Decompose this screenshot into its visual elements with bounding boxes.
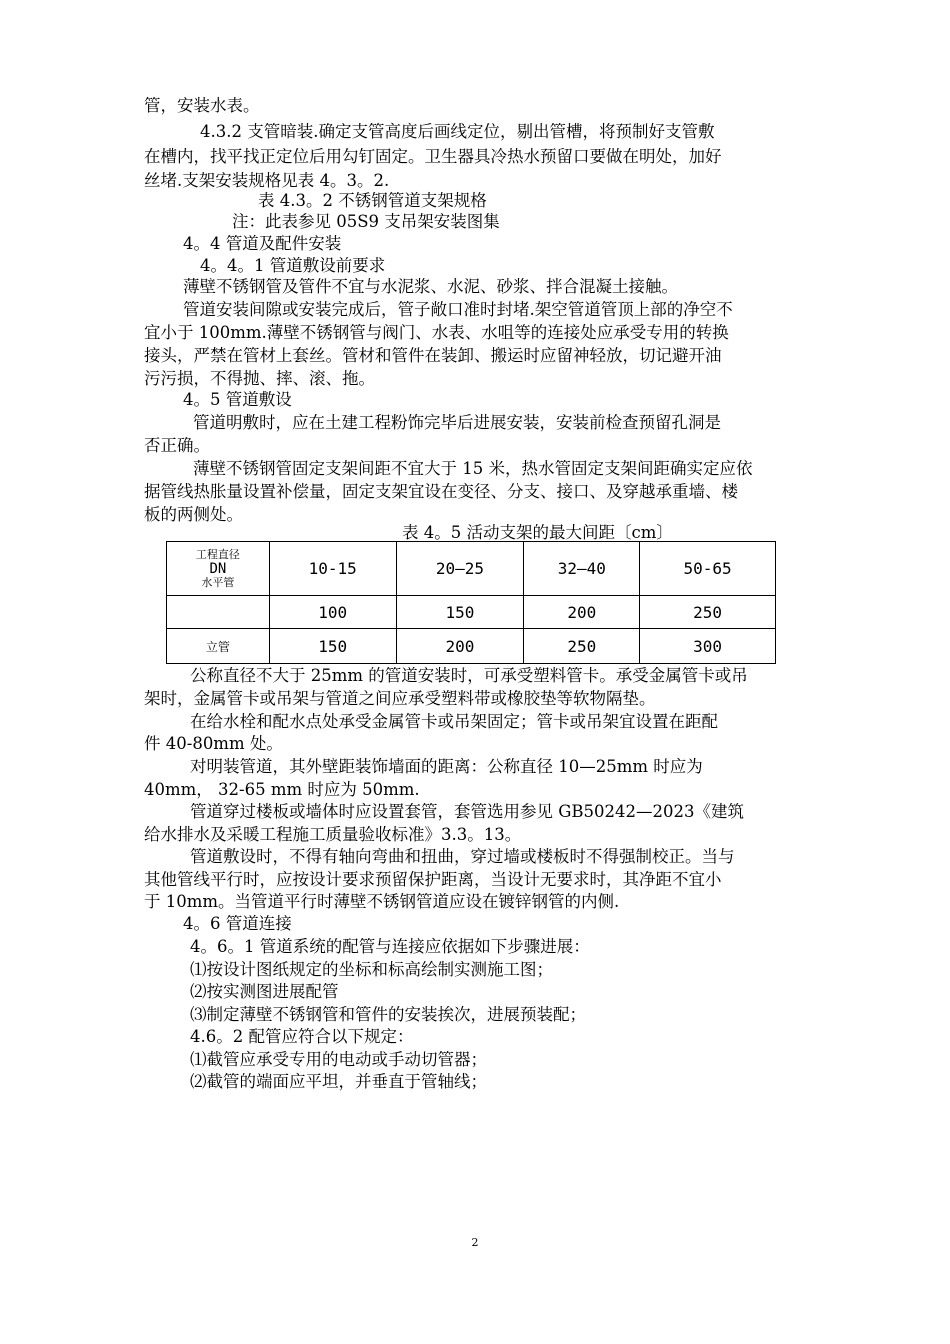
page-number: 2 [471,1236,479,1249]
section-heading: 4。6 管道连接 [183,914,292,933]
table-cell: 250 [640,596,776,629]
table-cell: 200 [396,629,524,664]
text-line: 丝堵.支架安装规格见表 4。3。2. [144,171,390,190]
text-line: 给水排水及采暖工程施工质量验收标准》3.3。13。 [144,825,522,844]
table-caption: 表 4.3。2 不锈钢管道支架规格 [258,191,487,210]
text-line: 件 40-80mm 处。 [144,734,283,753]
list-item: ⑴截管应承受专用的电动或手动切管器； [190,1050,487,1069]
section-heading: 4。4 管道及配件安装 [183,234,342,253]
text-line: 板的两侧处。 [144,505,243,524]
text-line: 管道敷设时，不得有轴向弯曲和扭曲，穿过墙或楼板时不得强制校正。当与 [190,847,735,866]
list-item: ⑵按实测图进展配管 [190,982,339,1001]
section-heading: 4。5 管道敷设 [183,390,292,409]
support-spacing-table [166,541,776,664]
subsection-heading: 4.6。2 配管应符合以下规定： [190,1027,414,1046]
text-line: 接头，严禁在管材上套丝。管材和管件在装卸、搬运时应留神轻放，切记避开油 [144,346,722,365]
row-label [167,596,270,629]
text-line: 管道安装间隙或安装完成后，管子敞口准时封堵.架空管道管顶上部的净空不 [183,300,733,319]
table-cell: 250 [524,629,640,664]
text-line: 于 10mm。当管道平行时薄壁不锈钢管道应设在镀锌钢管的内侧. [144,892,620,911]
text-line: 4.3.2 支管暗装.确定支管高度后画线定位，剔出管槽，将预制好支管敷 [200,122,715,141]
text-line: 对明装管道，其外壁距装饰墙面的距离：公称直径 10—25mm 时应为 [190,757,703,776]
row-label: 立管 [167,629,270,664]
text-line: 管道穿过楼板或墙体时应设置套管，套管选用参见 GB50242—2023《建筑 [190,802,745,821]
table-header-row [167,542,776,596]
table-caption: 表 4。5 活动支架的最大间距〔cm〕 [402,523,673,542]
table-cell: 150 [269,629,396,664]
text-line: 污污损，不得抛、摔、滚、拖。 [144,369,375,388]
list-item: ⑶制定薄壁不锈钢管和管件的安装挨次，进展预装配； [190,1005,586,1024]
text-line: 薄壁不锈钢管及管件不宜与水泥浆、水泥、砂浆、拌合混凝土接触。 [183,277,678,296]
header-label-dn: DN [209,560,227,577]
table-header-cell [167,542,270,596]
subsection-heading: 4。6。1 管道系统的配管与连接应依据如下步骤进展： [190,937,590,956]
table-cell: 300 [640,629,776,664]
text-line: 40mm， 32-65 mm 时应为 50mm. [144,780,420,799]
table-column-header: 20—25 [396,542,524,596]
text-line: 宜小于 100mm.薄壁不锈钢管与阀门、水表、水咀等的连接处应承受专用的转换 [144,323,729,342]
list-item: ⑵截管的端面应平坦，并垂直于管轴线； [190,1072,487,1091]
text-line: 其他管线平行时，应按设计要求预留保护距离，当设计无要求时，其净距不宜小 [144,870,722,889]
table-cell: 200 [524,596,640,629]
table-row [167,596,776,629]
text-line: 管道明敷时，应在土建工程粉饰完毕后进展安装，安装前检查预留孔洞是 [193,413,721,432]
list-item: ⑴按设计图纸规定的坐标和标高绘制实测施工图； [190,960,553,979]
text-line: 在给水栓和配水点处承受金属管卡或吊架固定；管卡或吊架宜设置在距配 [190,712,718,731]
subsection-heading: 4。4。1 管道敷设前要求 [200,256,386,275]
text-line: 公称直径不大于 25mm 的管道安装时，可承受塑料管卡。承受金属管卡或吊 [190,666,748,685]
text-line: 架时，金属管卡或吊架与管道之间应承受塑料带或橡胶垫等软物隔垫。 [144,689,656,708]
table-cell: 150 [396,596,524,629]
header-label-bottom: 水平管 [201,575,235,589]
text-line: 在槽内，找平找正定位后用勾钉固定。卫生器具冷热水预留口要做在明处，加好 [144,147,722,166]
table-column-header: 50-65 [640,542,776,596]
text-line: 据管线热胀量设置补偿量，固定支架宜设在变径、分支、接口、及穿越承重墙、楼 [144,482,738,501]
table-note: 注：此表参见 05S9 支吊架安装图集 [232,212,500,231]
table-cell: 100 [269,596,396,629]
table-column-header: 32—40 [524,542,640,596]
table-row [167,629,776,664]
text-line: 薄壁不锈钢管固定支架间距不宜大于 15 米，热水管固定支架间距确实定应依 [193,459,753,478]
text-line: 管，安装水表。 [144,96,260,115]
text-line: 否正确。 [144,436,210,455]
header-label-top: 工程直径 [195,547,240,561]
table-column-header: 10-15 [269,542,396,596]
